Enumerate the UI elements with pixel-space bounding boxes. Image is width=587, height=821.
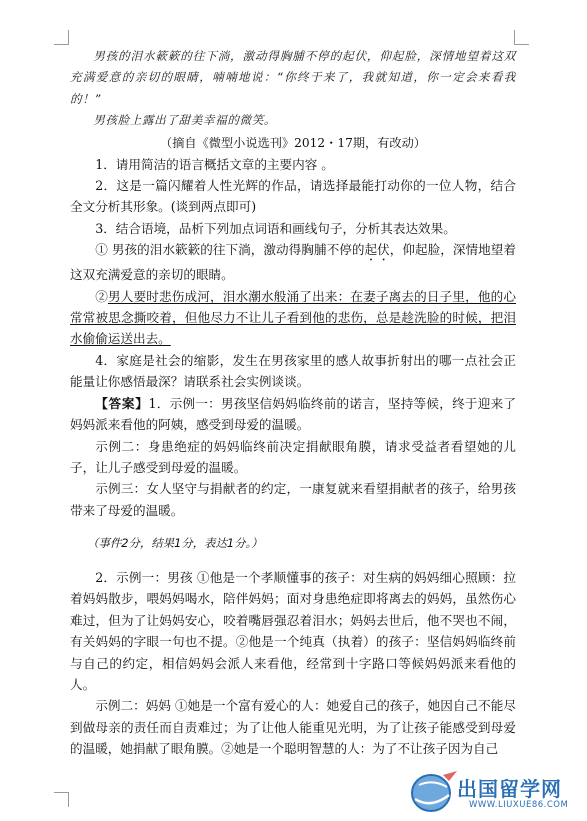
story-line-3: 我的！” [70, 70, 516, 106]
scoring-note: （事件2分，结果1分，表达1分。） [87, 535, 263, 550]
question-3: 3．结合语境，品析下列加点词语和画线句子，分析其表达效果。 [95, 220, 456, 236]
crop-mark-top-right [514, 30, 529, 45]
crop-mark-top-left [54, 30, 69, 45]
q3-underlined-sentence: 男人要时悲伤成河，泪水潮水般涌了出来：在妻子离去的日子里，他的心常常被思念撕咬着，但他尽力不让儿子看到他的悲伤，总是趁洗脸的时候，把泪水偷偷运送出去。 [70, 288, 517, 347]
answer-1-ex1-text: 1．示例一：男孩坚信妈妈临终前的诺言，坚持等候，终于迎来了妈妈派来看他的阿姨，感受到母爱的温暖。 [70, 395, 517, 433]
watermark-site-name: 出国留学网 [457, 777, 562, 801]
answer-1-example-1 [70, 393, 516, 436]
story-line-1: 男孩的泪水簌簌的往下淌，激动得胸脯不停的起伏，仰起脸，深情地望着这 [93, 49, 504, 63]
question-2: 2．这是一篇闪耀着人性光辉的作品，请选择最能打动你的一位人物，结合全文分析其形象。(谈到两点即可) [70, 178, 516, 215]
question-3-item-2 [70, 286, 516, 350]
question-1: 1．请用简洁的语言概括文章的主要内容 。 [95, 156, 334, 172]
crop-mark-bottom-left [54, 792, 69, 807]
story-line-2: 双充满爱意的亲切的眼睛，喃喃地说：“你终于来了，我就知道，你一定会来看 [70, 49, 516, 85]
question-3-item-1 [70, 239, 516, 285]
answer-2-example-2: 示例二：妈妈 ①她是一个富有爱心的人：她爱自己的孩子，她因自己不能尽到做母亲的责任而自责难过；为了让他人能重见光明，为了让孩子能感受到母爱的温暖，她捐献了眼角膜。②她是一个聪明智慧的人：为了不让孩子因为自己 [70, 698, 516, 757]
document-body [70, 46, 516, 760]
q3-item2-marker: ② [95, 288, 108, 304]
source-citation: （摘自《微型小说选刊》2012・17期，有改动） [160, 135, 426, 150]
watermark-url: WWW.LIUXUE86.COM [469, 800, 569, 810]
story-paragraph-smile: 男孩脸上露出了甜美幸福的微笑。 [93, 113, 277, 128]
answer-tag: 【答案】 [95, 395, 149, 411]
site-watermark [409, 767, 581, 817]
answer-2-example-1: 2．示例一：男孩 ①他是一个孝顺懂事的孩子：对生病的妈妈细心照顾：拉着妈妈散步，喂妈妈喝水，陪伴妈妈；面对身患绝症即将离去的妈妈，虽然伤心难过，但为了让妈妈安心，咬着嘴唇强忍着泪水；妈妈去世后，他不哭也不闹，有关妈妈的字眼一句也不提。②他是一个纯真（执着）的孩子：坚信妈妈临终前与自己的约定，相信妈妈会派人来看他，经常到十字路口等候妈妈派来看他的人。 [70, 569, 516, 692]
question-4: 4．家庭是社会的缩影，发生在男孩家里的感人故事折射出的哪一点社会正能量让你感悟最深？请联系社会实例谈谈。 [70, 352, 516, 390]
q3-item1-text-a: ① 男孩的泪水簌簌的往下淌，激动得胸脯不停的 [95, 242, 365, 258]
story-paragraph-ending [70, 46, 516, 110]
answer-1-example-2: 示例二：身患绝症的妈妈临终前决定捐献眼角膜，请求受益者看望她的儿子，让儿子感受到母爱的温暖。 [70, 438, 516, 475]
answer-1-example-3: 示例三：女人坚守与捐献者的约定，一康复就来看望捐献者的孩子，给男孩带来了母爱的温暖。 [70, 481, 516, 518]
q3-item1-text-b: ，仰起脸，深情地望着这双充满爱意的亲切的眼睛。 [70, 242, 517, 283]
globe-logo-icon [409, 769, 461, 815]
q3-dotted-word: 起伏 [364, 242, 390, 258]
